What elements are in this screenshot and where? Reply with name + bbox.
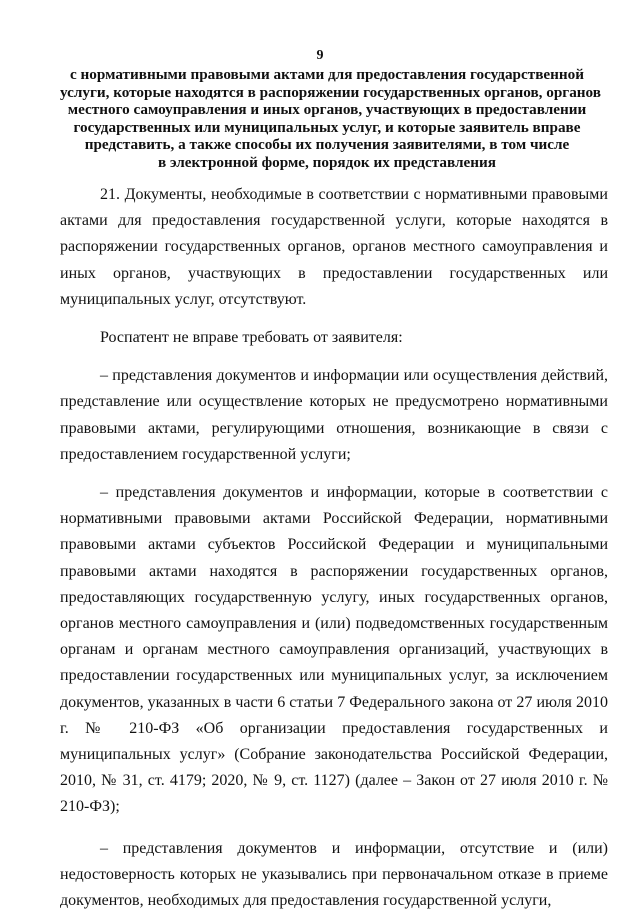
document-body bbox=[60, 182, 608, 914]
heading-line: с нормативными правовыми актами для предоставления государственной bbox=[70, 66, 584, 83]
paragraph-list-item: – представления документов и информации, отсутствие и (или) недостоверность которых не указывались при первоначальном отказе в приеме документов, необходимых для предоставления государственной услуги, bbox=[60, 839, 608, 910]
paragraph-list-item: – представления документов и информации или осуществления действий, представление или осуществление которых не предусмотрено нормативными правовыми актами, регулирующими отношения, возникающие в связи с предоставлением государственной услуги; bbox=[60, 367, 608, 463]
heading-line: местного самоуправления и иных органов, участвующих в предоставлении bbox=[67, 101, 587, 119]
heading-line: в электронной форме, порядок их представления bbox=[158, 153, 496, 171]
paragraph-list-item: – представления документов и информации, которые в соответствии с нормативными правовыми актами Российской Федерации, нормативными правовыми актами субъектов Российской Федерации и муниципальными правовыми актами находятся в распоряжении государственных органов, предоставляющих государственную услугу, иных государственных органов, органов местного самоуправления и (или) подведомственных государственным органам и органам местного самоуправления организаций, участвующих в предоставлении государственных или муниципальных услуг, за исключением документов, указанных в части 6 статьи 7 Федерального закона от 27 июля 2010 г. № 210-ФЗ «Об организации предоставления государственных и муниципальных услуг» (Собрание законодательства Российской Федерации, 2010, № 31, ст. 4179; 2020, № 9, ст. 1127) (далее – Закон от 27 июля 2010 г. № 210-ФЗ); bbox=[60, 484, 608, 816]
heading-line: услуги, которые находятся в распоряжении государственных органов, органов bbox=[60, 83, 601, 101]
section-heading bbox=[60, 66, 601, 172]
heading-line: представить, а также способы их получения заявителями, в том числе bbox=[84, 136, 570, 154]
page-number: 9 bbox=[316, 48, 324, 63]
paragraph-item-21: 21. Документы, необходимые в соответствии с нормативными правовыми актами для предоставления государственной услуги, которые находятся в распоряжении государственных органов, органов местного самоуправления и иных органов, участвующих в предоставлении государственных или муниципальных услуг, отсутствуют. bbox=[60, 186, 608, 308]
paragraph-prohibitions-intro: Роспатент не вправе требовать от заявителя: bbox=[100, 329, 403, 347]
heading-line: государственных или муниципальных услуг, и которые заявитель вправе bbox=[73, 118, 581, 136]
